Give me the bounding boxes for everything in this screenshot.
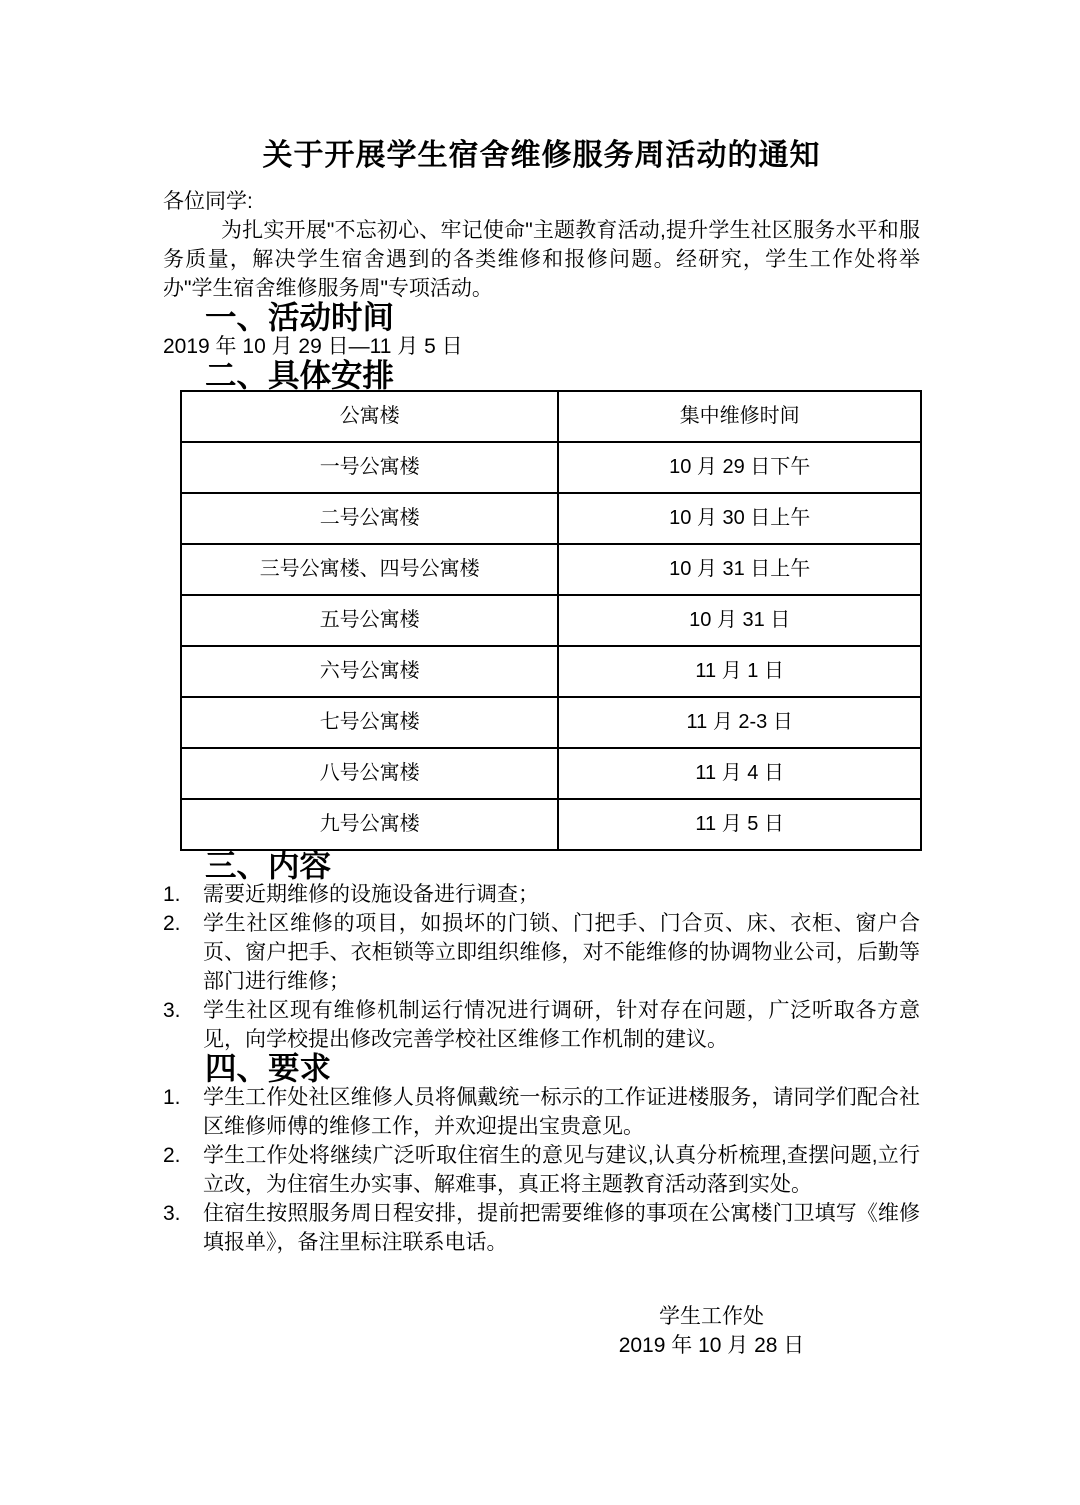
table-row	[181, 748, 921, 799]
list-item-number: 1.	[163, 1086, 181, 1109]
table-row	[181, 799, 921, 850]
list-item-number: 3.	[163, 1202, 181, 1225]
section-1-heading: 一、活动时间	[205, 299, 395, 335]
list-item-text: 学生社区维修的项目，如损坏的门锁、门把手、门合页、床、衣柜、窗户合页、窗户把手、衣柜锁等立即组织维修，对不能维修的协调物业公司，后勤等部门进行维修；	[203, 912, 920, 993]
signature-date: 2019 年 10 月 28 日	[618, 1334, 805, 1357]
building-cell: 三号公寓楼、四号公寓楼	[181, 544, 558, 595]
list-item	[163, 880, 920, 909]
schedule-table	[180, 390, 922, 851]
intro-paragraph: 为扎实开展"不忘初心、牢记使命"主题教育活动,提升学生社区服务水平和服务质量，解决学生宿舍遇到的各类维修和报修问题。经研究，学生工作处将举办"学生宿舍维修服务周"专项活动。	[163, 219, 920, 300]
page-title: 关于开展学生宿舍维修服务周活动的通知	[262, 139, 821, 172]
table-row	[181, 697, 921, 748]
signature-block	[163, 1302, 920, 1360]
list-item-text: 学生工作处社区维修人员将佩戴统一标示的工作证进楼服务，请同学们配合社区维修师傅的维修工作，并欢迎提出宝贵意见。	[203, 1086, 920, 1138]
list-item	[163, 909, 920, 996]
list-item-number: 1.	[163, 883, 181, 906]
list-item-number: 2.	[163, 912, 181, 935]
building-cell: 六号公寓楼	[181, 646, 558, 697]
building-cell: 七号公寓楼	[181, 697, 558, 748]
column-header-building: 公寓楼	[181, 391, 558, 442]
table-row	[181, 493, 921, 544]
section-4-heading: 四、要求	[205, 1050, 332, 1086]
salutation: 各位同学:	[163, 190, 253, 213]
list-item-text: 住宿生按照服务周日程安排，提前把需要维修的事项在公寓楼门卫填写《维修填报单》，备注里标注联系电话。	[203, 1202, 920, 1254]
building-cell: 五号公寓楼	[181, 595, 558, 646]
table-row	[181, 544, 921, 595]
signature-name: 学生工作处	[659, 1305, 764, 1328]
table-row	[181, 646, 921, 697]
list-item	[163, 1083, 920, 1141]
section-2-heading: 二、具体安排	[205, 357, 395, 393]
time-cell: 11 月 1 日	[558, 646, 921, 697]
building-cell: 二号公寓楼	[181, 493, 558, 544]
table-header-row	[181, 391, 921, 442]
time-cell: 11 月 4 日	[558, 748, 921, 799]
list-item-text: 学生社区现有维修机制运行情况进行调研，针对存在问题，广泛听取各方意见，向学校提出修改完善学校社区维修工作机制的建议。	[203, 999, 920, 1051]
requirements-list	[163, 1083, 920, 1257]
list-item-text: 需要近期维修的设施设备进行调查；	[203, 883, 539, 906]
activity-date-range: 2019 年 10 月 29 日—11 月 5 日	[163, 335, 463, 358]
section-3-heading: 三、内容	[205, 847, 332, 883]
table-row	[181, 595, 921, 646]
list-item	[163, 996, 920, 1054]
list-item-text: 学生工作处将继续广泛听取住宿生的意见与建议,认真分析梳理,查摆问题,立行立改，为住宿生办实事、解难事，真正将主题教育活动落到实处。	[203, 1144, 920, 1196]
building-cell: 一号公寓楼	[181, 442, 558, 493]
list-item	[163, 1141, 920, 1199]
list-item	[163, 1199, 920, 1257]
time-cell: 10 月 30 日上午	[558, 493, 921, 544]
time-cell: 11 月 5 日	[558, 799, 921, 850]
time-cell: 10 月 31 日上午	[558, 544, 921, 595]
content-list	[163, 880, 920, 1054]
building-cell: 八号公寓楼	[181, 748, 558, 799]
list-item-number: 3.	[163, 999, 181, 1022]
time-cell: 11 月 2-3 日	[558, 697, 921, 748]
time-cell: 10 月 29 日下午	[558, 442, 921, 493]
list-item-number: 2.	[163, 1144, 181, 1167]
table-row	[181, 442, 921, 493]
column-header-time: 集中维修时间	[558, 391, 921, 442]
time-cell: 10 月 31 日	[558, 595, 921, 646]
building-cell: 九号公寓楼	[181, 799, 558, 850]
